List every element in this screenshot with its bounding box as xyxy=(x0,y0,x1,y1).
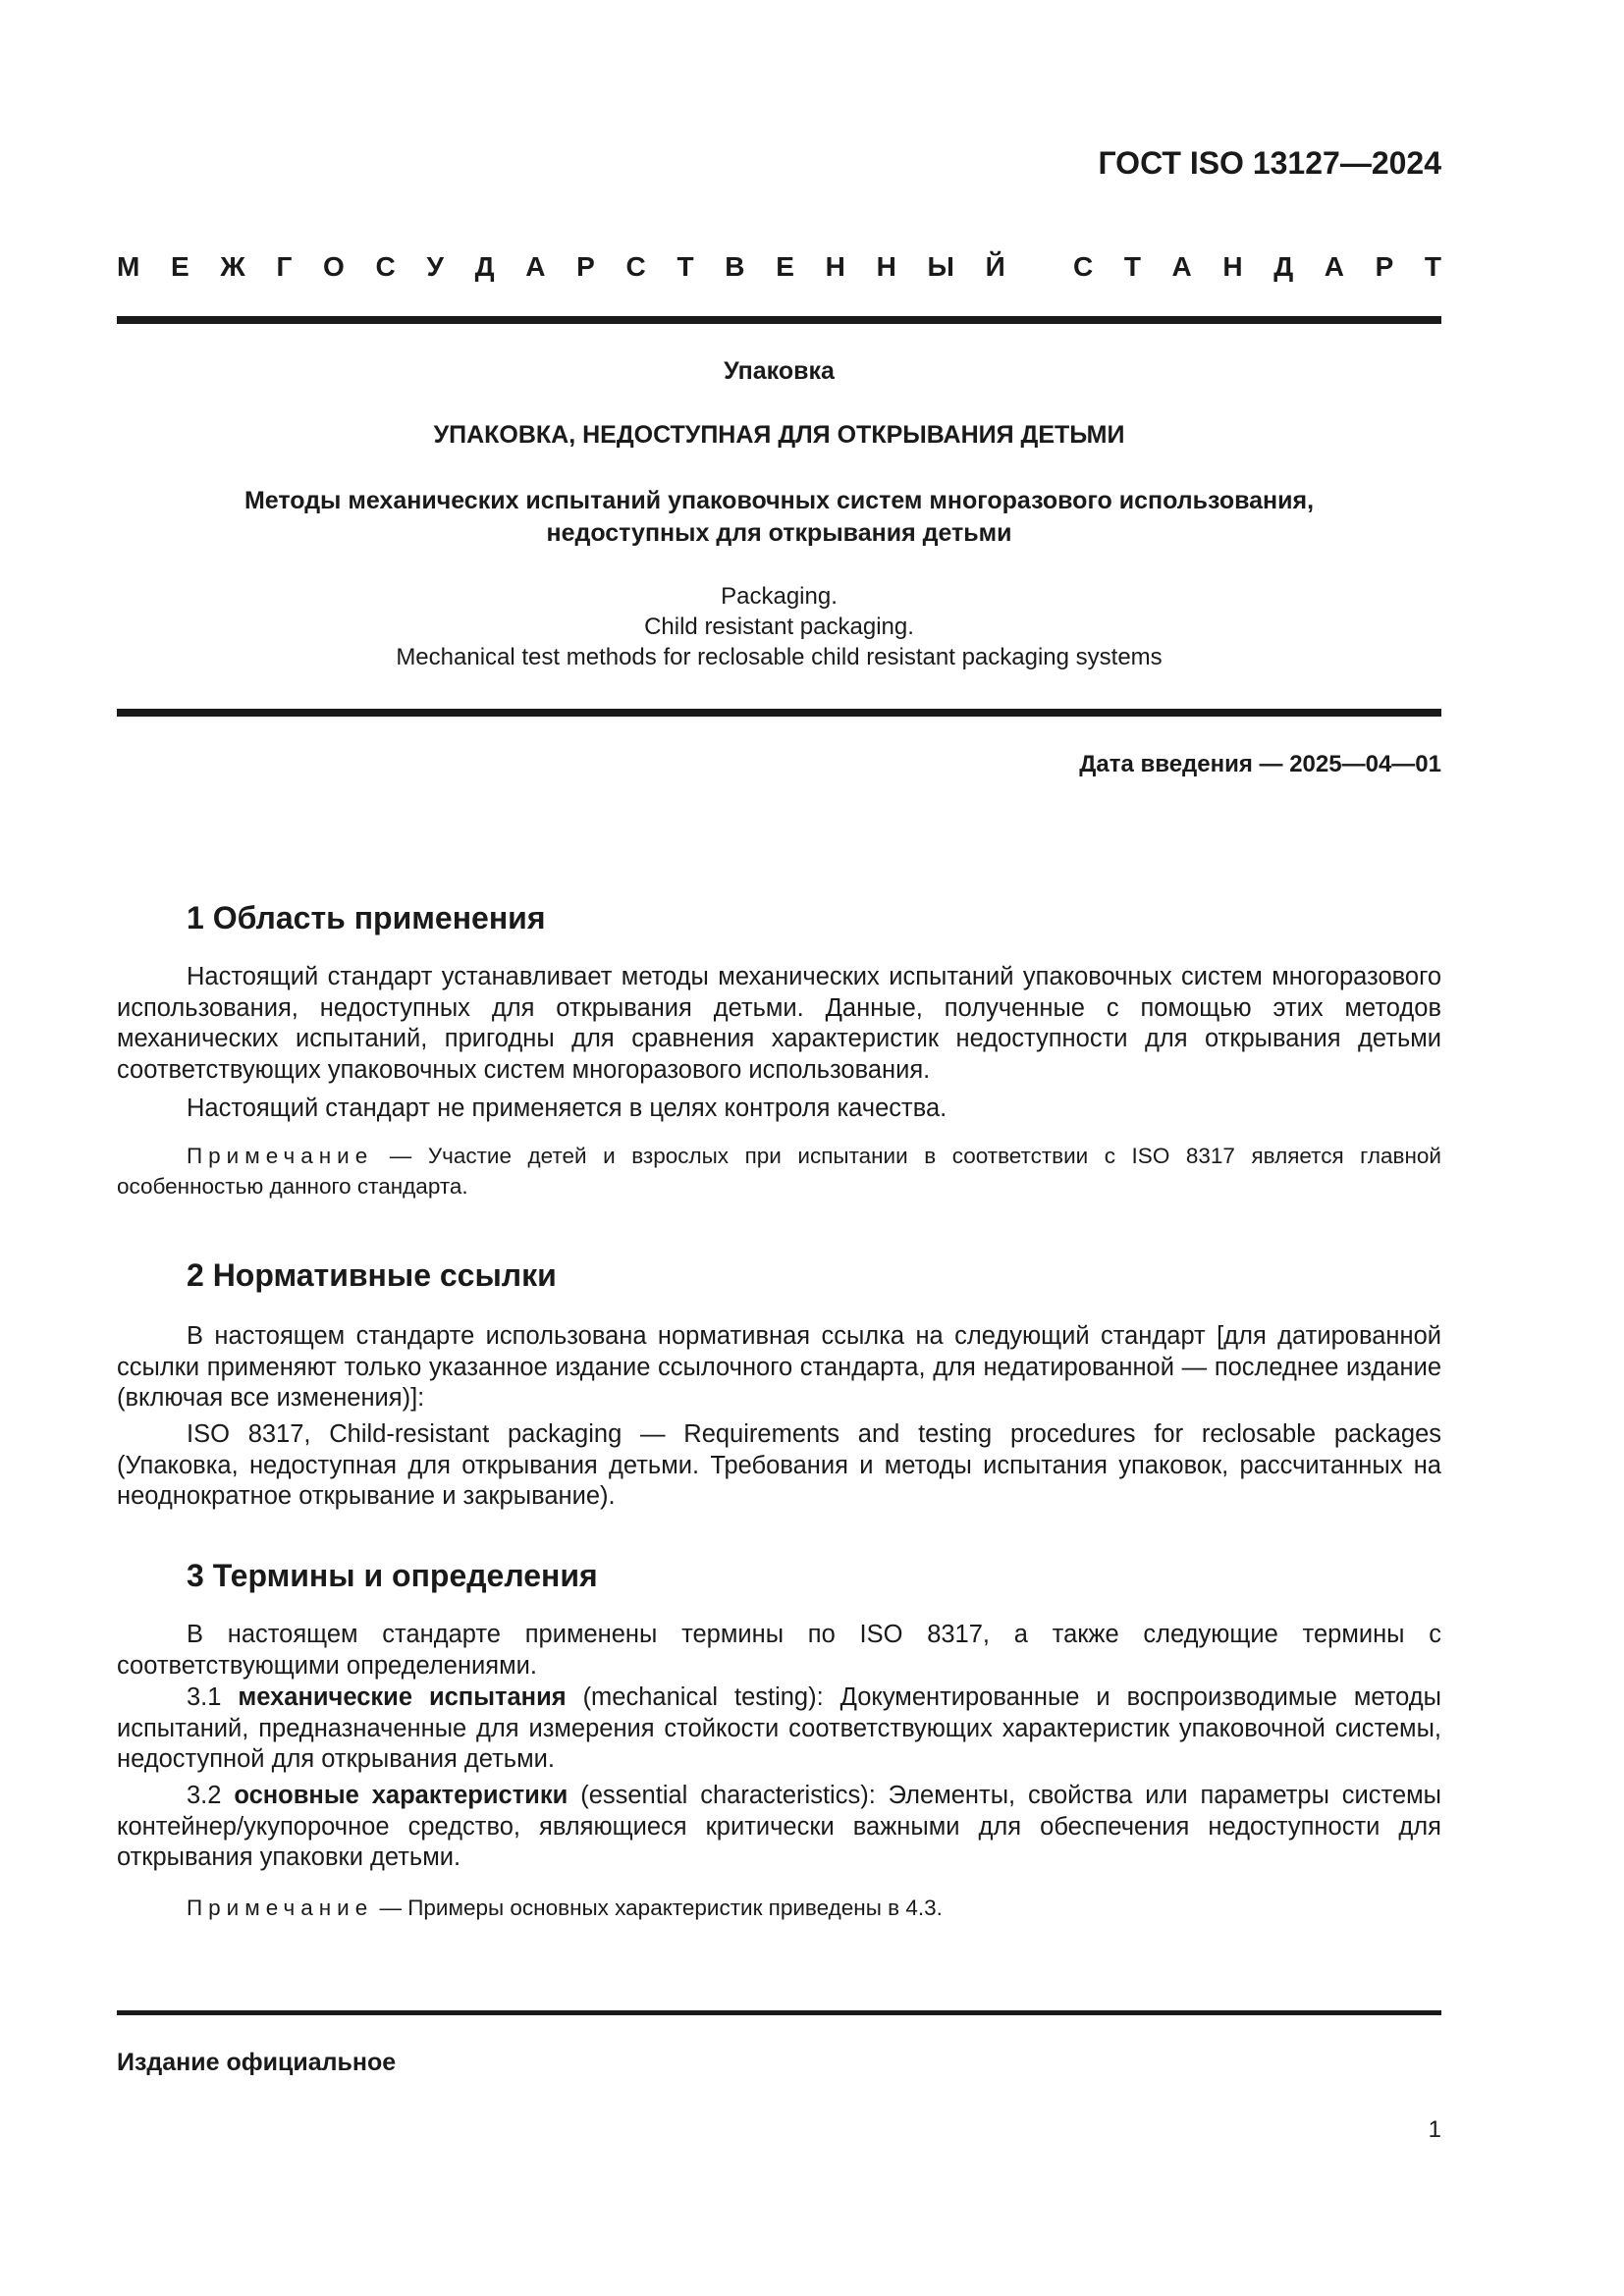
banner-letter: Т xyxy=(1123,251,1141,282)
banner-letter: Н xyxy=(876,251,896,282)
banner-letter: В xyxy=(725,251,745,282)
banner-letter: Р xyxy=(1375,251,1394,282)
term-3-2-definition: (essential characteristics): Элементы, свойства или параметры системы контейнер/укупорочное средство, являющиеся критически важными для обеспечения недоступности для открывания упаковки детьми. xyxy=(117,1782,1441,1871)
banner-letter: С xyxy=(625,251,646,282)
banner-letter: С xyxy=(1073,251,1094,282)
banner-letter: Р xyxy=(576,251,595,282)
term-3-2-number: 3.2 xyxy=(187,1782,235,1809)
section-1-paragraph-2: Настоящий стандарт не применяется в целях контроля качества. xyxy=(187,1095,947,1122)
subtitle-line-2: недоступных для открывания детьми xyxy=(546,519,1012,547)
banner-letter: Н xyxy=(1222,251,1243,282)
introduction-date: Дата введения — 2025—04—01 xyxy=(1079,751,1441,777)
banner-letter: Й xyxy=(985,251,1005,282)
standard-banner xyxy=(117,251,1441,283)
english-title-line-2: Child resistant packaging. xyxy=(644,614,914,640)
subtitle-line-1: Методы механических испытаний упаковочных систем многоразового использования, xyxy=(244,487,1315,514)
banner-letter: У xyxy=(426,251,444,282)
document-title: УПАКОВКА, НЕДОСТУПНАЯ ДЛЯ ОТКРЫВАНИЯ ДЕТЬМИ xyxy=(433,421,1125,449)
note-label: Примечание xyxy=(187,1896,374,1920)
english-title-line-1: Packaging. xyxy=(721,583,838,610)
official-edition-label: Издание официальное xyxy=(117,2049,397,2076)
section-3-note xyxy=(117,1893,1441,1923)
section-2-paragraph-1: В настоящем стандарте использована нормативная ссылка на следующий стандарт [для датированной ссылки применяют только указанное издание ссылочного стандарта, для недатированной — последнее издание (включая все изменения)]: xyxy=(117,1322,1441,1412)
section-3-heading: 3 Термины и определения xyxy=(187,1558,598,1593)
top-rule xyxy=(117,316,1441,324)
footer-rule xyxy=(117,2010,1441,2015)
banner-word-standard xyxy=(1073,251,1441,283)
banner-letter: А xyxy=(1171,251,1192,282)
note-label: Примечание xyxy=(187,1144,374,1168)
section-2-heading: 2 Нормативные ссылки xyxy=(187,1257,557,1293)
term-3-2-term: основные характеристики xyxy=(234,1782,568,1809)
banner-word-interstate xyxy=(117,251,1005,283)
term-3-2 xyxy=(117,1781,1441,1874)
banner-letter: Т xyxy=(677,251,694,282)
document-subtitle xyxy=(117,485,1441,550)
title-rule xyxy=(117,709,1441,717)
section-1-note xyxy=(117,1141,1441,1201)
section-1-heading: 1 Область применения xyxy=(187,900,546,935)
page-number: 1 xyxy=(1428,2116,1441,2143)
banner-letter: Д xyxy=(474,251,495,282)
document-number: ГОСТ ISO 13127—2024 xyxy=(1098,145,1441,181)
english-title-line-3: Mechanical test methods for reclosable child resistant packaging systems xyxy=(396,644,1163,670)
banner-letter: Т xyxy=(1424,251,1441,282)
term-3-1-number: 3.1 xyxy=(187,1683,239,1711)
banner-letter: С xyxy=(375,251,396,282)
banner-letter: Ы xyxy=(927,251,954,282)
banner-letter: Д xyxy=(1273,251,1294,282)
banner-letter: А xyxy=(525,251,546,282)
banner-letter: М xyxy=(117,251,140,282)
banner-letter: Е xyxy=(171,251,189,282)
banner-letter: Ж xyxy=(220,251,245,282)
banner-letter: Е xyxy=(776,251,794,282)
banner-letter: А xyxy=(1324,251,1344,282)
section-3-paragraph-1: В настоящем стандарте применены термины по ISO 8317, а также следующие термины с соответствующими определениями. xyxy=(117,1621,1441,1680)
note-text: — Участие детей и взрослых при испытании в соответствии с ISO 8317 является главной особенностью данного стандарта. xyxy=(117,1144,1441,1199)
english-title xyxy=(117,581,1441,672)
banner-letter: Г xyxy=(276,251,293,282)
term-3-1-term: механические испытания xyxy=(238,1683,567,1711)
banner-letter: Н xyxy=(825,251,845,282)
banner-letter: О xyxy=(323,251,345,282)
section-1-paragraph-1: Настоящий стандарт устанавливает методы механических испытаний упаковочных систем многоразового использования, недоступных для открывания детьми. Данные, полученные с помощью этих методов механических испытаний, пригодны для сравнения характеристик недоступности для открывания детьми соответствующих упаковочных систем многоразового использования. xyxy=(117,963,1441,1084)
term-3-1-definition: (mechanical testing): Документированные и воспроизводимые методы испытаний, предназначенные для измерения стойкости соответствующих характеристик упаковочной системы, недоступной для открывания детьми. xyxy=(117,1683,1441,1773)
section-2-paragraph-2: ISO 8317, Child-resistant packaging — Requirements and testing procedures for reclosable packages (Упаковка, недоступная для открывания детьми. Требования и методы испытания упаковок, рассчитанных на неоднократное открывание и закрывание). xyxy=(117,1420,1441,1510)
note-text: — Примеры основных характеристик приведены в 4.3. xyxy=(373,1896,943,1920)
term-3-1 xyxy=(117,1682,1441,1776)
document-category: Упаковка xyxy=(724,357,835,385)
